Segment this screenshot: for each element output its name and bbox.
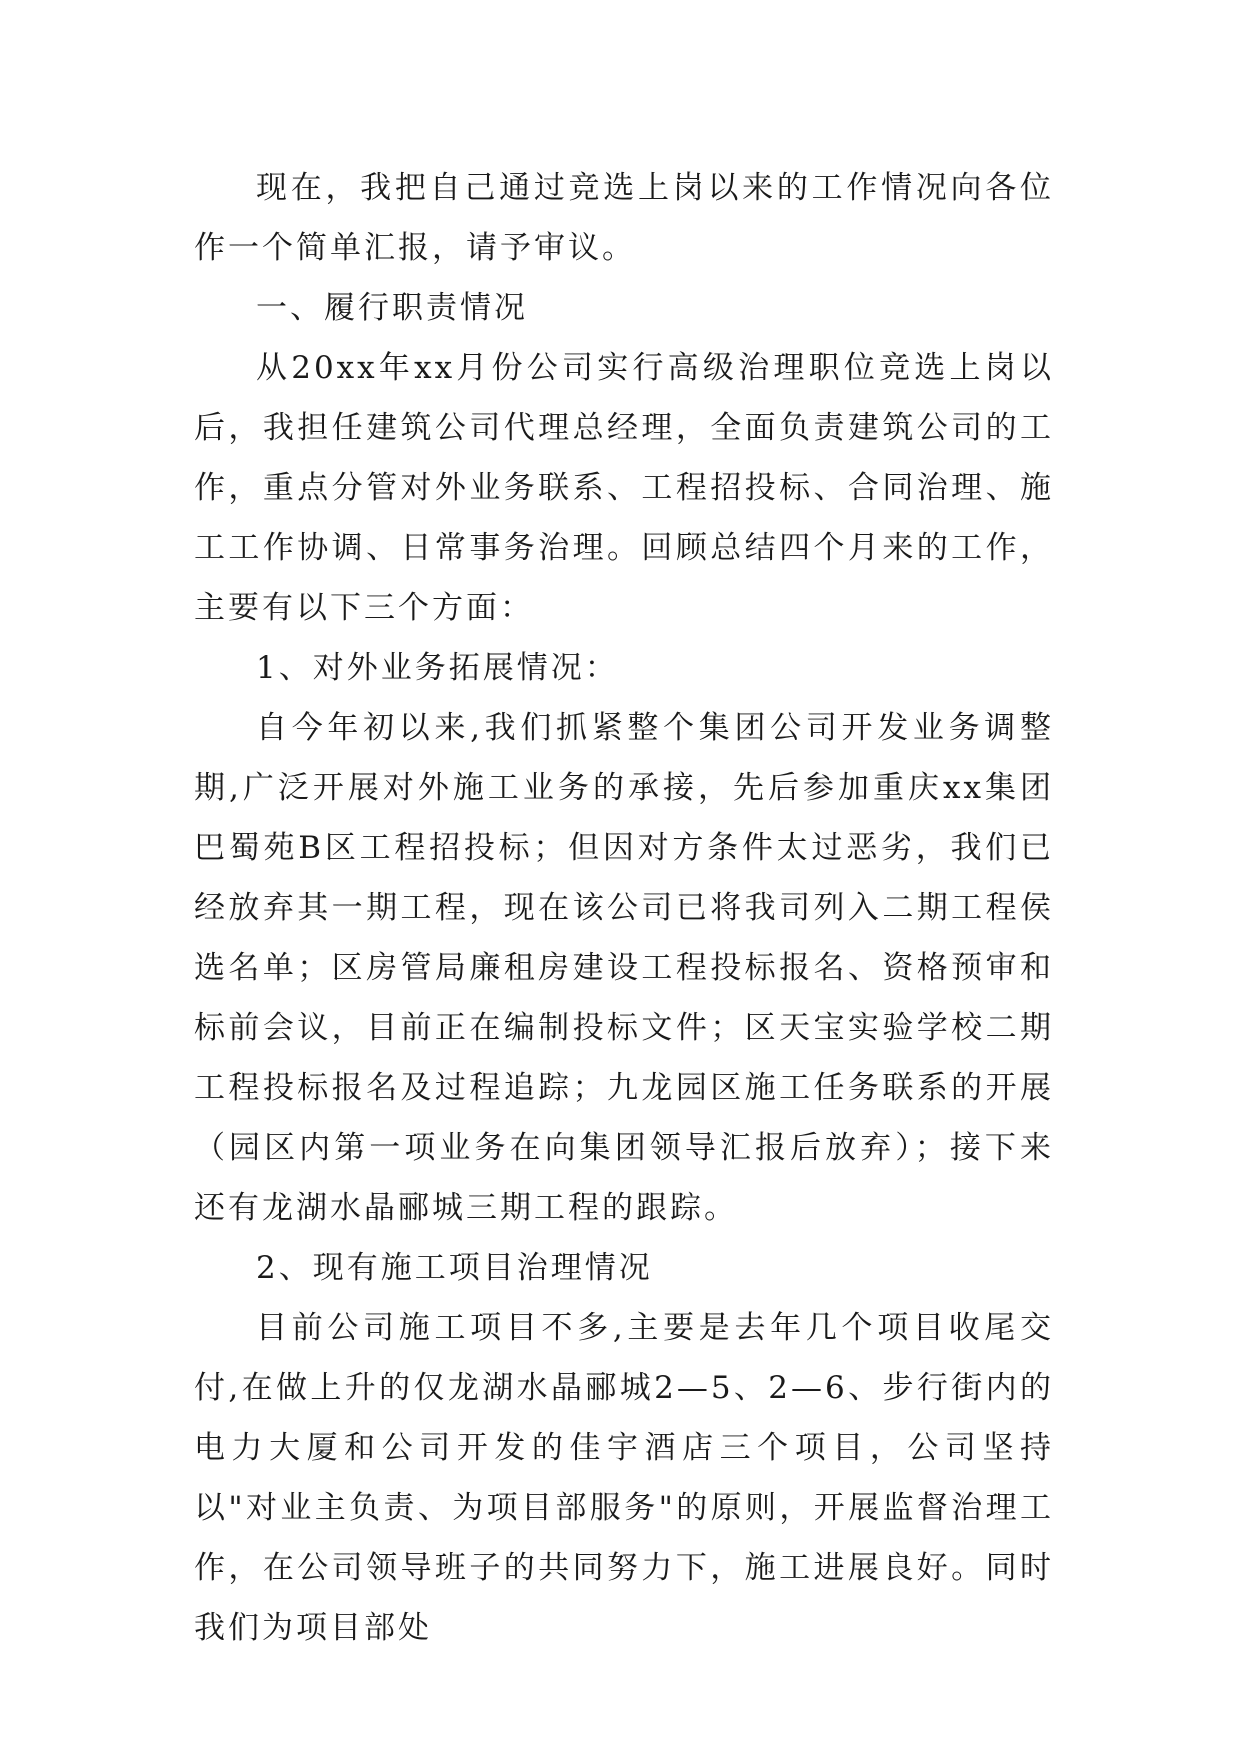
- heading-duty-performance: 一、履行职责情况: [256, 290, 528, 326]
- paragraph-duty-overview: 从20xx年xx月份公司实行高级治理职位竞选上岗以后，我担任建筑公司代理总经理，全面负责建筑公司的工作，重点分管对外业务联系、工程招投标、合同治理、施工工作协调、日常事务治理。回顾总结四个月来的工作，主要有以下三个方面：: [194, 350, 1054, 626]
- paragraph-intro: 现在，我把自己通过竞选上岗以来的工作情况向各位作一个简单汇报，请予审议。: [194, 170, 1054, 266]
- document-body: [194, 158, 1054, 1658]
- paragraph-project-management: 目前公司施工项目不多,主要是去年几个项目收尾交付,在做上升的仅龙湖水晶郦城2—5、2—6、步行街内的电力大厦和公司开发的佳宇酒店三个项目，公司坚持以"对业主负责、为项目部服务"的原则，开展监督治理工作，在公司领导班子的共同努力下，施工进展良好。同时我们为项目部处: [194, 1310, 1054, 1646]
- subheading-project-management: 2、现有施工项目治理情况: [256, 1250, 653, 1286]
- paragraph-business-expansion: 自今年初以来,我们抓紧整个集团公司开发业务调整期,广泛开展对外施工业务的承接，先后参加重庆xx集团巴蜀苑B区工程招投标；但因对方条件太过恶劣，我们已经放弃其一期工程，现在该公司已将我司列入二期工程侯选名单；区房管局廉租房建设工程投标报名、资格预审和标前会议，目前正在编制投标文件；区天宝实验学校二期工程投标报名及过程追踪；九龙园区施工任务联系的开展（园区内第一项业务在向集团领导汇报后放弃）；接下来还有龙湖水晶郦城三期工程的跟踪。: [194, 710, 1054, 1226]
- subheading-business-expansion: 1、对外业务拓展情况：: [256, 650, 619, 686]
